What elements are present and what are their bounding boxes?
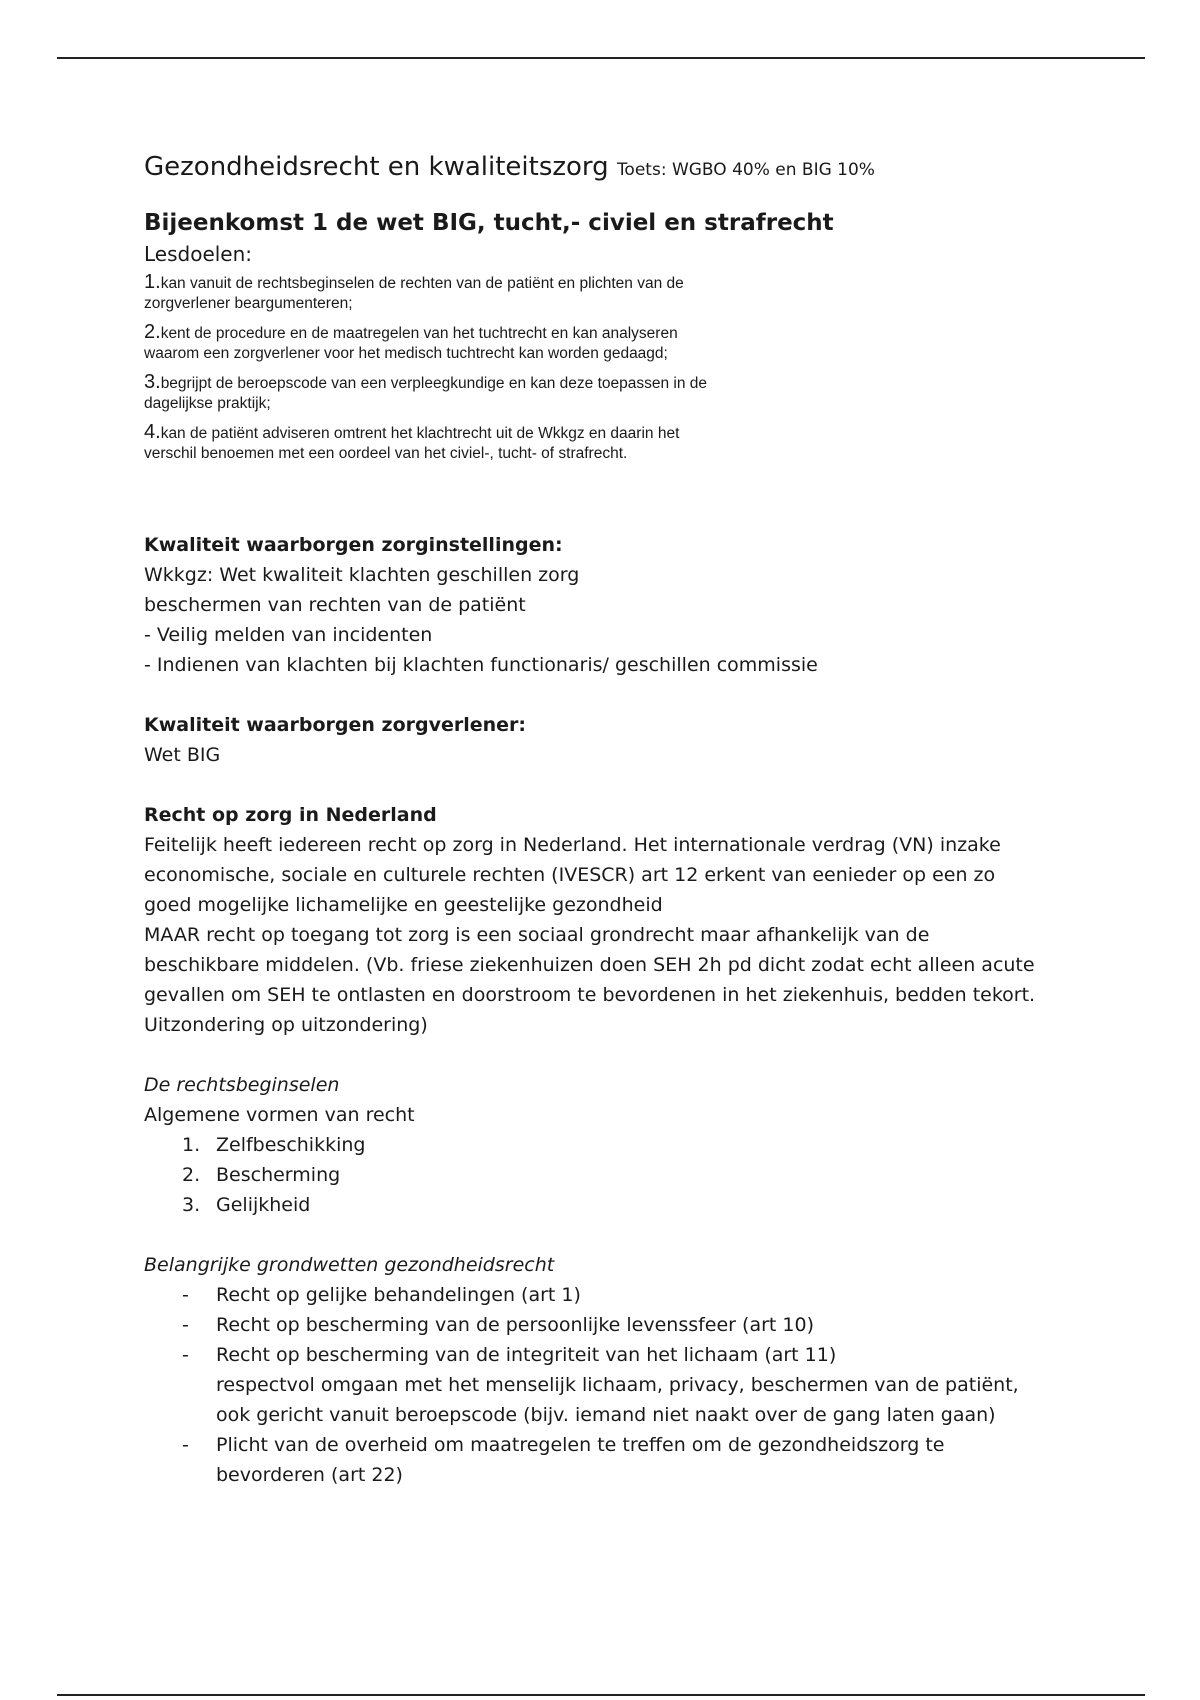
- section-zorginstellingen: [144, 530, 1104, 680]
- list-text: Gelijkheid: [216, 1194, 311, 1216]
- list-text: bevorderen (art 22): [216, 1464, 403, 1486]
- document-body: [144, 145, 1104, 1490]
- section-grondwetten: [144, 1250, 1104, 1490]
- list-text: Bescherming: [216, 1164, 341, 1186]
- paragraph-line: MAAR recht op toegang tot zorg is een sociaal grondrecht maar afhankelijk van de: [144, 924, 930, 946]
- list-number: 2.: [182, 1164, 201, 1186]
- list-text: Zelfbeschikking: [216, 1134, 366, 1156]
- section-heading: De rechtsbeginselen: [144, 1074, 340, 1096]
- lesdoel-line: dagelijkse praktijk;: [144, 395, 271, 412]
- list-dash: -: [182, 1434, 189, 1456]
- footer-rule: [57, 1694, 1145, 1696]
- paragraph-line: economische, sociale en culturele rechten (IVESCR) art 12 erkent van eenieder op een zo: [144, 864, 996, 886]
- paragraph-line: goed mogelijke lichamelijke en geestelijke gezondheid: [144, 894, 663, 916]
- list-item: [144, 1280, 1104, 1310]
- lesdoel-line: kan de patiënt adviseren omtrent het klachtrecht uit de Wkkgz en daarin het: [160, 425, 680, 442]
- meeting-heading: Bijeenkomst 1 de wet BIG, tucht,- civiel en strafrecht: [144, 210, 834, 236]
- lesdoel-line: kent de procedure en de maatregelen van het tuchtrecht en kan analyseren: [160, 325, 678, 342]
- list-item: [144, 1340, 1104, 1430]
- section-heading: Belangrijke grondwetten gezondheidsrecht: [144, 1254, 555, 1276]
- paragraph-line: - Veilig melden van incidenten: [144, 624, 433, 646]
- list-item: [144, 1190, 1104, 1220]
- lesdoel-item: [144, 372, 1104, 414]
- paragraph-line: Uitzondering op uitzondering): [144, 1014, 428, 1036]
- lesdoelen-list: [144, 272, 1104, 464]
- section-zorgverlener: [144, 710, 1104, 770]
- list-text: Recht op gelijke behandelingen (art 1): [216, 1284, 581, 1306]
- lesdoel-line: waarom een zorgverlener voor het medisch tuchtrecht kan worden gedaagd;: [144, 345, 668, 362]
- list-item: [144, 1430, 1104, 1490]
- title-text: Gezondheidsrecht en kwaliteitszorg: [144, 152, 609, 182]
- section-rechtsbeginselen: [144, 1070, 1104, 1220]
- section-heading: Kwaliteit waarborgen zorginstellingen:: [144, 534, 563, 556]
- spacer: [144, 1040, 1104, 1070]
- lesdoel-item: [144, 322, 1104, 364]
- list-dash: -: [182, 1314, 189, 1336]
- paragraph-line: gevallen om SEH te ontlasten en doorstroom te bevordenen in het ziekenhuis, bedden tekort.: [144, 984, 1036, 1006]
- list-item: [144, 1310, 1104, 1340]
- list-item: [144, 1160, 1104, 1190]
- list-text: Recht op bescherming van de integriteit van het lichaam (art 11): [216, 1344, 837, 1366]
- lesdoel-line: begrijpt de beroepscode van een verpleegkundige en kan deze toepassen in de: [160, 375, 708, 392]
- paragraph-line: beschermen van rechten van de patiënt: [144, 594, 526, 616]
- list-text: Plicht van de overheid om maatregelen te treffen om de gezondheidszorg te: [216, 1434, 945, 1456]
- list-number: 3.: [182, 1194, 201, 1216]
- lesdoel-number: 1.: [144, 271, 161, 293]
- list-item: [144, 1130, 1104, 1160]
- lesdoel-number: 4.: [144, 421, 161, 443]
- paragraph-line: Algemene vormen van recht: [144, 1104, 415, 1126]
- spacer: [144, 1220, 1104, 1250]
- paragraph-line: Feitelijk heeft iedereen recht op zorg in Nederland. Het internationale verdrag (VN) inzake: [144, 834, 1001, 856]
- section-recht-op-zorg: [144, 800, 1104, 1040]
- paragraph-line: Wkkgz: Wet kwaliteit klachten geschillen zorg: [144, 564, 580, 586]
- lesdoel-item: [144, 272, 1104, 314]
- lesdoel-item: [144, 422, 1104, 464]
- grondwetten-list: [144, 1280, 1104, 1490]
- paragraph-line: beschikbare middelen. (Vb. friese ziekenhuizen doen SEH 2h pd dicht zodat echt alleen acute: [144, 954, 1035, 976]
- rechtsbeginselen-list: [144, 1130, 1104, 1220]
- header-rule: [57, 57, 1145, 59]
- lesdoel-line: verschil benoemen met een oordeel van het civiel-, tucht- of strafrecht.: [144, 445, 628, 462]
- paragraph-line: - Indienen van klachten bij klachten functionaris/ geschillen commissie: [144, 654, 818, 676]
- title-note: Toets: WGBO 40% en BIG 10%: [616, 160, 875, 180]
- lesdoel-number: 3.: [144, 371, 161, 393]
- document-title: [144, 145, 1104, 192]
- paragraph-line: Wet BIG: [144, 744, 221, 766]
- list-dash: -: [182, 1284, 189, 1306]
- list-number: 1.: [182, 1134, 201, 1156]
- spacer: [144, 472, 1104, 530]
- section-heading: Kwaliteit waarborgen zorgverlener:: [144, 714, 527, 736]
- spacer: [144, 680, 1104, 710]
- lesdoel-line: zorgverlener beargumenteren;: [144, 295, 353, 312]
- lesdoel-number: 2.: [144, 321, 161, 343]
- list-dash: -: [182, 1344, 189, 1366]
- list-text: respectvol omgaan met het menselijk lichaam, privacy, beschermen van de patiënt,: [216, 1374, 1019, 1396]
- lesdoel-line: kan vanuit de rechtsbeginselen de rechten van de patiënt en plichten van de: [160, 275, 684, 292]
- lesdoelen-label: Lesdoelen:: [144, 242, 253, 266]
- spacer: [144, 770, 1104, 800]
- list-text: Recht op bescherming van de persoonlijke levenssfeer (art 10): [216, 1314, 814, 1336]
- section-heading: Recht op zorg in Nederland: [144, 804, 437, 826]
- list-text: ook gericht vanuit beroepscode (bijv. iemand niet naakt over de gang laten gaan): [216, 1404, 996, 1426]
